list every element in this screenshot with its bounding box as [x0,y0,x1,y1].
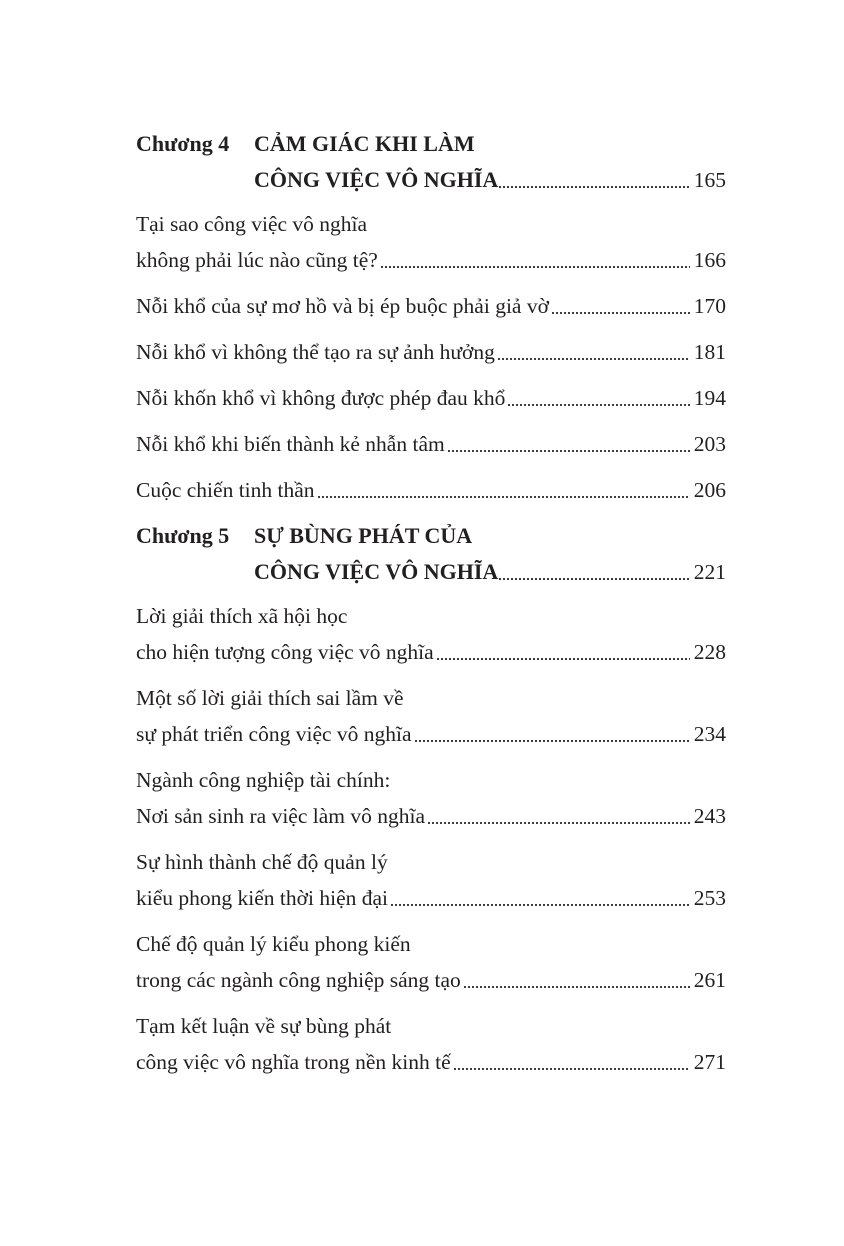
entry-text: Nỗi khổ của sự mơ hồ và bị ép buộc phải giả vờ [136,294,549,318]
entry-line [136,926,726,962]
chapter-title-text: CÔNG VIỆC VÔ NGHĨA [254,167,499,192]
entry-text: Sự hình thành chế độ quản lý [136,850,388,874]
page-number: 203 [693,432,726,456]
entry-line [136,634,726,670]
entry-line [136,844,726,880]
chapter-heading [136,518,726,590]
entry-text: trong các ngành công nghiệp sáng tạo [136,968,461,992]
entry-line [136,242,726,278]
dot-leader [447,426,690,462]
toc-entry [136,762,726,834]
entry-line [136,962,726,998]
dot-leader [498,162,689,198]
toc-entry [136,1008,726,1080]
chapter-title-line: CẢM GIÁC KHI LÀM [254,131,475,156]
dot-leader [414,716,690,752]
entry-text: cho hiện tượng công việc vô nghĩa [136,640,434,664]
entry-text: Nỗi khổ khi biến thành kẻ nhẫn tâm [136,432,445,456]
entry-line [136,716,726,752]
entry-text: Ngành công nghiệp tài chính: [136,768,391,792]
entry-line [136,680,726,716]
page-number: 271 [693,1050,726,1074]
dot-leader [380,242,690,278]
entry-text: kiểu phong kiến thời hiện đại [136,886,389,910]
toc-entry [136,472,726,508]
page-number: 261 [693,968,726,992]
page-number: 243 [693,804,726,828]
entry-text: Nỗi khốn khổ vì không được phép đau khổ [136,386,506,410]
table-of-contents [136,126,726,1090]
toc-entry [136,288,726,324]
dot-leader [453,1044,690,1080]
dot-leader [497,334,690,370]
entry-text: Một số lời giải thích sai lầm về [136,686,404,710]
dot-leader [390,880,690,916]
entry-line [136,598,726,634]
page-number: 221 [693,560,726,584]
page-number: 253 [693,886,726,910]
toc-entry [136,926,726,998]
toc-entry [136,380,726,416]
chapter-5 [136,518,726,590]
dot-leader [427,798,690,834]
page-number: 170 [693,294,726,318]
entry-line [136,206,726,242]
entry-text: không phải lúc nào cũng tệ? [136,248,378,272]
page-number: 206 [693,478,726,502]
chapter-title-text: CÔNG VIỆC VÔ NGHĨA [254,559,499,584]
page-number: 228 [693,640,726,664]
toc-entry [136,844,726,916]
entry-line [136,426,726,462]
chapter-title-line [254,162,726,198]
toc-entry [136,334,726,370]
entry-text: Nơi sản sinh ra việc làm vô nghĩa [136,804,426,828]
entry-line [136,1008,726,1044]
entry-text: Tạm kết luận về sự bùng phát [136,1014,392,1038]
toc-entry [136,206,726,278]
dot-leader [317,472,690,508]
entry-line [136,762,726,798]
dot-leader [463,962,690,998]
chapter-title-line: SỰ BÙNG PHÁT CỦA [254,523,473,548]
entry-line [136,880,726,916]
entry-text: sự phát triển công việc vô nghĩa [136,722,412,746]
toc-entry [136,598,726,670]
dot-leader [551,288,690,324]
chapter-title-line [254,554,726,590]
toc-entry [136,680,726,752]
chapter-4 [136,126,726,198]
dot-leader [498,554,689,590]
chapter-label: Chương 5 [136,523,230,548]
dot-leader [507,380,689,416]
entry-text: công việc vô nghĩa trong nền kinh tế [136,1050,451,1074]
toc-entry [136,426,726,462]
entry-text: Tại sao công việc vô nghĩa [136,212,368,236]
page-number: 165 [693,168,726,192]
entry-text: Chế độ quản lý kiểu phong kiến [136,932,411,956]
entry-line [136,1044,726,1080]
page-number: 194 [693,386,726,410]
entry-line [136,472,726,508]
entry-text: Lời giải thích xã hội học [136,604,348,628]
entry-line [136,288,726,324]
entry-line [136,334,726,370]
page-number: 234 [693,722,726,746]
chapter-heading [136,126,726,198]
page-number: 181 [693,340,726,364]
entry-text: Nỗi khổ vì không thể tạo ra sự ảnh hưởng [136,340,495,364]
chapter-label: Chương 4 [136,131,230,156]
entry-text: Cuộc chiến tinh thần [136,478,315,502]
entry-line [136,380,726,416]
dot-leader [436,634,690,670]
page-number: 166 [693,248,726,272]
entry-line [136,798,726,834]
